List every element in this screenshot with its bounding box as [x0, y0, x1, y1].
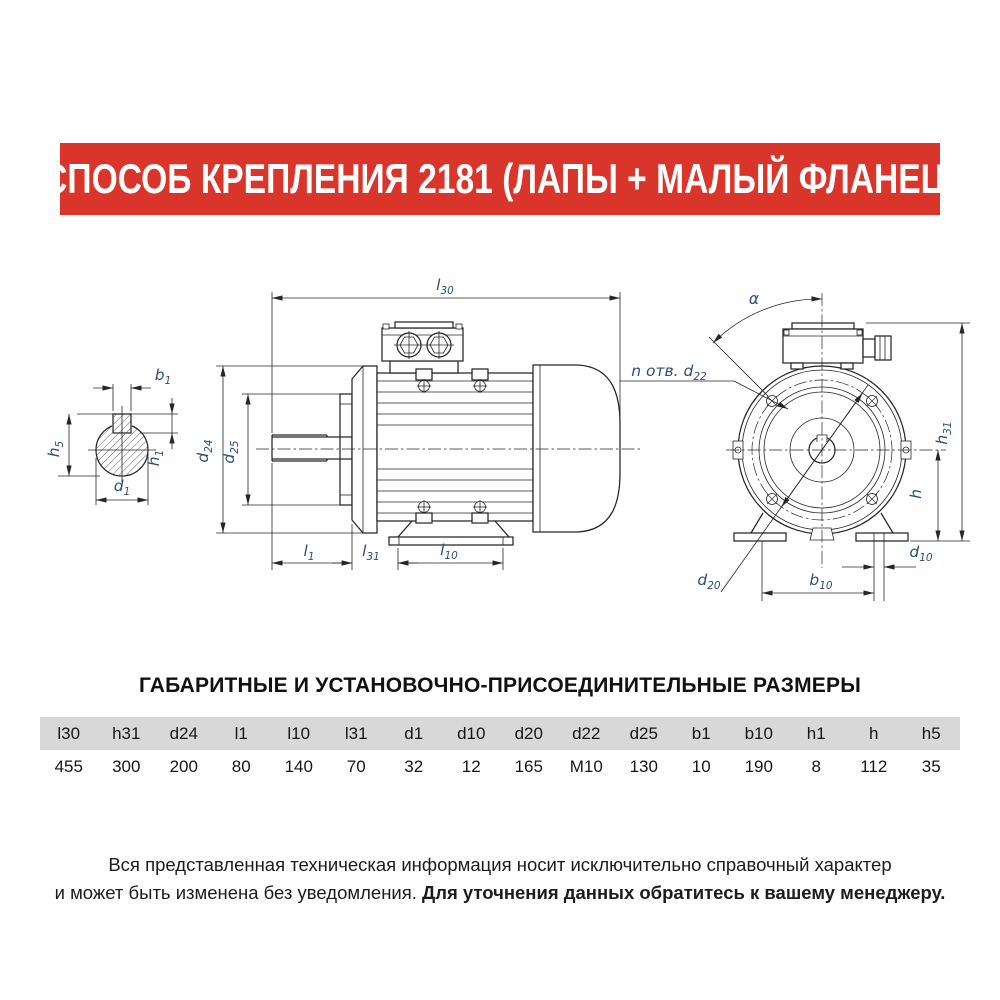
banner-title: СПОСОБ КРЕПЛЕНИЯ 2181 (ЛАПЫ + МАЛЫЙ ФЛАНЕЦ)	[43, 155, 957, 202]
table-header-cell: d1	[385, 717, 443, 750]
table-value-cell: 10	[673, 750, 731, 783]
dim-label-h31: $h_{31}$	[933, 421, 954, 445]
table-value-cell: 455	[40, 750, 98, 783]
table-value-cell: M10	[558, 750, 616, 783]
table-header-cell: d25	[615, 717, 673, 750]
dim-label-l10: $l_{10}$	[440, 541, 458, 562]
table-header-cell: h31	[98, 717, 156, 750]
table-header-cell: d10	[443, 717, 501, 750]
dim-label-n-otv-d22: n отв. $d_{22}$	[631, 362, 707, 383]
table-header-cell: h1	[788, 717, 846, 750]
table-value-cell: 35	[903, 750, 961, 783]
motor-body	[377, 373, 533, 521]
table-value-cell: 12	[443, 750, 501, 783]
table-header-cell: l31	[328, 717, 386, 750]
terminal-box-front	[783, 323, 891, 369]
table-value-cell: 300	[98, 750, 156, 783]
table-header-cell: l10	[270, 717, 328, 750]
table-value-cell: 8	[788, 750, 846, 783]
table-header-cell: d22	[558, 717, 616, 750]
dim-label-h5: $h_5$	[45, 440, 66, 458]
title-banner	[43, 143, 957, 215]
table-value-cell: 32	[385, 750, 443, 783]
cable-gland-front	[863, 339, 875, 357]
dimensions-table	[40, 717, 960, 783]
terminal-box-side	[382, 322, 463, 373]
disclaimer-line2: и может быть изменена без уведомления. Для уточнения данных обратитесь к вашему менеджеру.	[54, 881, 946, 903]
dim-label-l31: $l_{31}$	[362, 542, 380, 563]
dim-label-d25: $d_{25}$	[220, 440, 241, 464]
table-value-cell: 200	[155, 750, 213, 783]
table-header-cell: h5	[903, 717, 961, 750]
dim-label-l30: $l_{30}$	[436, 276, 454, 297]
dim-label-b1: $b_1$	[154, 366, 172, 387]
table-header-cell: d24	[155, 717, 213, 750]
table-header-cell: l30	[40, 717, 98, 750]
table-header-cell: b10	[730, 717, 788, 750]
dim-label-h1: $h_1$	[145, 449, 166, 467]
motor-technical-drawing	[0, 260, 1000, 620]
table-value-cell: 112	[845, 750, 903, 783]
motor-front-view	[620, 290, 970, 601]
disclaimer-line1: Вся представленная техническая информация носит исключительно справочный характер	[108, 854, 892, 875]
dim-label-d24: $d_{24}$	[194, 439, 215, 463]
flange-spigot	[340, 394, 352, 505]
table-value-cell: 70	[328, 750, 386, 783]
dimensions-section-title: ГАБАРИТНЫЕ И УСТАНОВОЧНО-ПРИСОЕДИНИТЕЛЬНЫЕ РАЗМЕРЫ	[138, 674, 861, 697]
mounting-flange	[352, 366, 377, 533]
table-header-cell: b1	[673, 717, 731, 750]
table-value-cell: 165	[500, 750, 558, 783]
shaft-section-view	[45, 366, 178, 505]
table-value-cell: 190	[730, 750, 788, 783]
dim-label-d20: $d_{20}$	[697, 571, 721, 592]
dim-label-alpha: α	[748, 290, 760, 308]
dim-label-b10: $b_{10}$	[809, 571, 833, 592]
motor-side-view	[194, 276, 642, 570]
table-header-cell: l1	[213, 717, 271, 750]
table-header-cell: d20	[500, 717, 558, 750]
table-header-cell: h	[845, 717, 903, 750]
disclaimer-text	[0, 851, 1000, 906]
table-value-cell: 140	[270, 750, 328, 783]
dim-label-h: h	[907, 489, 925, 499]
table-value-cell: 80	[213, 750, 271, 783]
dim-label-l1: $l_1$	[303, 542, 315, 563]
dim-label-d10: $d_{10}$	[909, 543, 933, 564]
dim-label-d1: $d_1$	[113, 477, 131, 498]
table-value-cell: 130	[615, 750, 673, 783]
fan-cover	[533, 365, 620, 532]
mounting-feet-side	[389, 521, 513, 545]
